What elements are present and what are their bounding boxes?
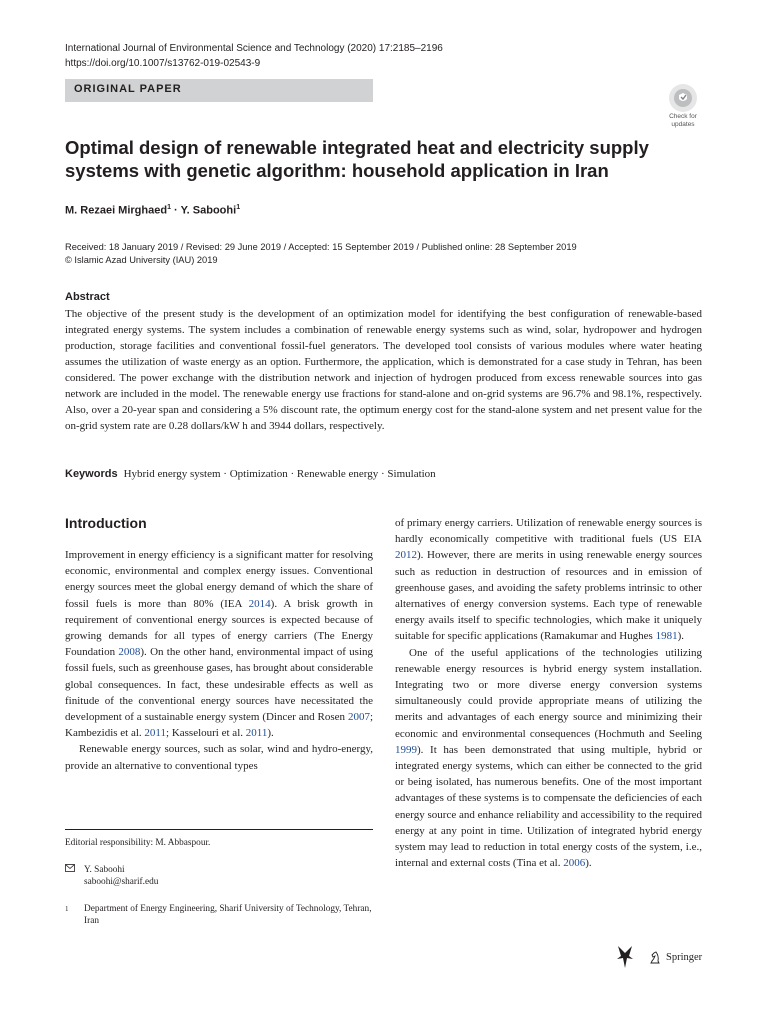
intro-paragraph: One of the useful applications of the technologies utilizing renewable energy resources is hybrid energy system installation. Integrating two or more diverse energy conversion systems simultaneously could provide appropriate means of utilizing the merits and advantages of each energy source and minimizing their economic and environmental consequences (Hochmuth and Seeling 1999). It has been demonstrated that using multiple, hybrid or integrated energy systems, which can either be connected to the grid or being isolated, has numerous benefits. One of the most important advantages of these systems is to compensate the deficiencies of each energy source and enhance reliability and accessibility to the required energy at any point in time. Utilization of integrated hybrid energy system may lead to reduction in total energy costs of the system, i.e., internal and external costs (Tina et al. 2006).: [395, 646, 702, 870]
intro-paragraph-continued: of primary energy carriers. Utilization of renewable energy sources is hardly economically competitive with traditional fuels (US EIA 2012). However, there are merits in using renewable energy sources such as reduction in destruction of resources and in emission of greenhouse gases, and avoiding the safety problems intrinsic to other alternatives of energy conversion systems. Each type of renewable energy avails itself to specific technologies, which make it uniquely suitable for specific applications (Ramakumar and Hughes 1981).: [395, 517, 702, 643]
contact-name: Y. Saboohi: [84, 864, 125, 875]
keywords-line: [65, 468, 436, 480]
article-type-label: ORIGINAL PAPER: [74, 83, 182, 95]
abstract-text: The objective of the present study is the development of an optimization model for identifying the best configuration of renewable-based integrated energy systems. The system includes a combination of renewable energy systems such as wind, solar, hydropower and hydrogen production, storage facilities and conventional fossil-fuel generators. The developed tool consists of various modules where water heating assumes the utilization of waste energy as an option. Furthermore, the application, which is demonstrated for a case study in Tehran, has been considered. The power exchange with the distribution network and injection of hydrogen produced from excess renewable sources into gas network are included in the model. The renewable energy use fractions for stand-alone and on-grid systems are 96.7% and 98.1%, respectively. Also, over a 20-year span and considering a 5% discount rate, the optimum energy cost for the stand-alone system and net present value for the on-grid system rate are 0.28 dollars/kW h and 3944 dollars, respectively.: [65, 308, 702, 432]
intro-paragraph: Renewable energy sources, such as solar, wind and hydro-energy, provide an alternative to conventional types: [65, 743, 373, 772]
springer-chess-knight-icon: [648, 950, 662, 964]
paper-title: Optimal design of renewable integrated heat and electricity supply systems with genetic algorithm: household application in Iran: [65, 137, 649, 181]
check-updates-icon: [669, 84, 697, 112]
citation-link[interactable]: 2014: [248, 597, 271, 610]
publisher-logo: [614, 944, 702, 970]
author-separator: ·: [170, 204, 181, 217]
check-updates-caption-2: updates: [671, 121, 695, 128]
journal-citation: International Journal of Environmental Science and Technology (2020) 17:2185–2196: [65, 43, 443, 54]
citation-link[interactable]: 2011: [144, 727, 167, 740]
copyright-line: © Islamic Azad University (IAU) 2019: [65, 255, 218, 265]
editorial-responsibility: Editorial responsibility: M. Abbaspour.: [65, 838, 211, 848]
intro-paragraph: Improvement in energy efficiency is a significant matter for resolving economic, environmental and complex energy issues. Conventional energy sources meet the global energy demand of which the share of fossil fuels is more than 80% (IEA 2014). A brisk growth in requirement of conventional energy sources is expected because of growing demands for all types of energy carriers (The Energy Foundation 2008). On the other hand, environmental impact of using fossil fuels, such as greenhouse gases, has brought about considerable global consequences. In fact, these undesirable effects as well as finitude of the conventional energy sources have necessitated the development of a sustainable energy system (Dincer and Rosen 2007; Kambezidis et al. 2011; Kasselouri et al. 2011).: [65, 549, 373, 740]
citation-link[interactable]: 2006: [563, 857, 586, 870]
springer-horse-icon: [614, 944, 636, 970]
right-column: [395, 515, 702, 871]
keywords-label: Keywords: [65, 468, 118, 480]
affiliation-number: 1: [65, 904, 69, 913]
envelope-icon: [65, 864, 84, 889]
publication-history: [65, 241, 577, 267]
citation-link[interactable]: 2012: [395, 549, 417, 562]
check-updates-caption-1: Check for: [669, 113, 697, 120]
dates-line: Received: 18 January 2019 / Revised: 29 June 2019 / Accepted: 15 September 2019 / Published online: 28 September 2019: [65, 242, 577, 252]
author-name[interactable]: Y. Saboohi: [180, 204, 237, 217]
publisher-name: Springer: [666, 951, 703, 963]
introduction-heading: Introduction: [65, 515, 147, 531]
author-affil-mark: 1: [167, 204, 171, 211]
doi-link[interactable]: https://doi.org/10.1007/s13762-019-02543-9: [65, 58, 261, 69]
author-list: [65, 204, 240, 217]
citation-link[interactable]: 1999: [395, 743, 417, 756]
editorial-note: [65, 837, 373, 850]
citation-link[interactable]: 2007: [347, 711, 370, 724]
check-for-updates-badge[interactable]: [664, 84, 702, 128]
abstract-heading: Abstract: [65, 291, 110, 303]
citation-link[interactable]: 2008: [118, 646, 141, 659]
author-name[interactable]: M. Rezaei Mirghaed: [65, 204, 168, 217]
affiliation-text: Department of Energy Engineering, Sharif University of Technology, Tehran, Iran: [84, 903, 372, 926]
citation-link[interactable]: 2011: [245, 727, 268, 740]
corresponding-author: [65, 864, 373, 889]
article-type-banner: [65, 79, 373, 102]
citation-link[interactable]: 1981: [655, 630, 678, 643]
left-column: [65, 547, 373, 774]
footnotes: [65, 837, 373, 928]
author-affil-mark: 1: [236, 204, 241, 211]
affiliation-note: [65, 903, 373, 928]
journal-header: [65, 41, 443, 71]
keywords-list: Hybrid energy system · Optimization · Renewable energy · Simulation: [123, 468, 436, 480]
contact-email[interactable]: saboohi@sharif.edu: [84, 877, 159, 887]
footnote-divider: [65, 829, 373, 830]
